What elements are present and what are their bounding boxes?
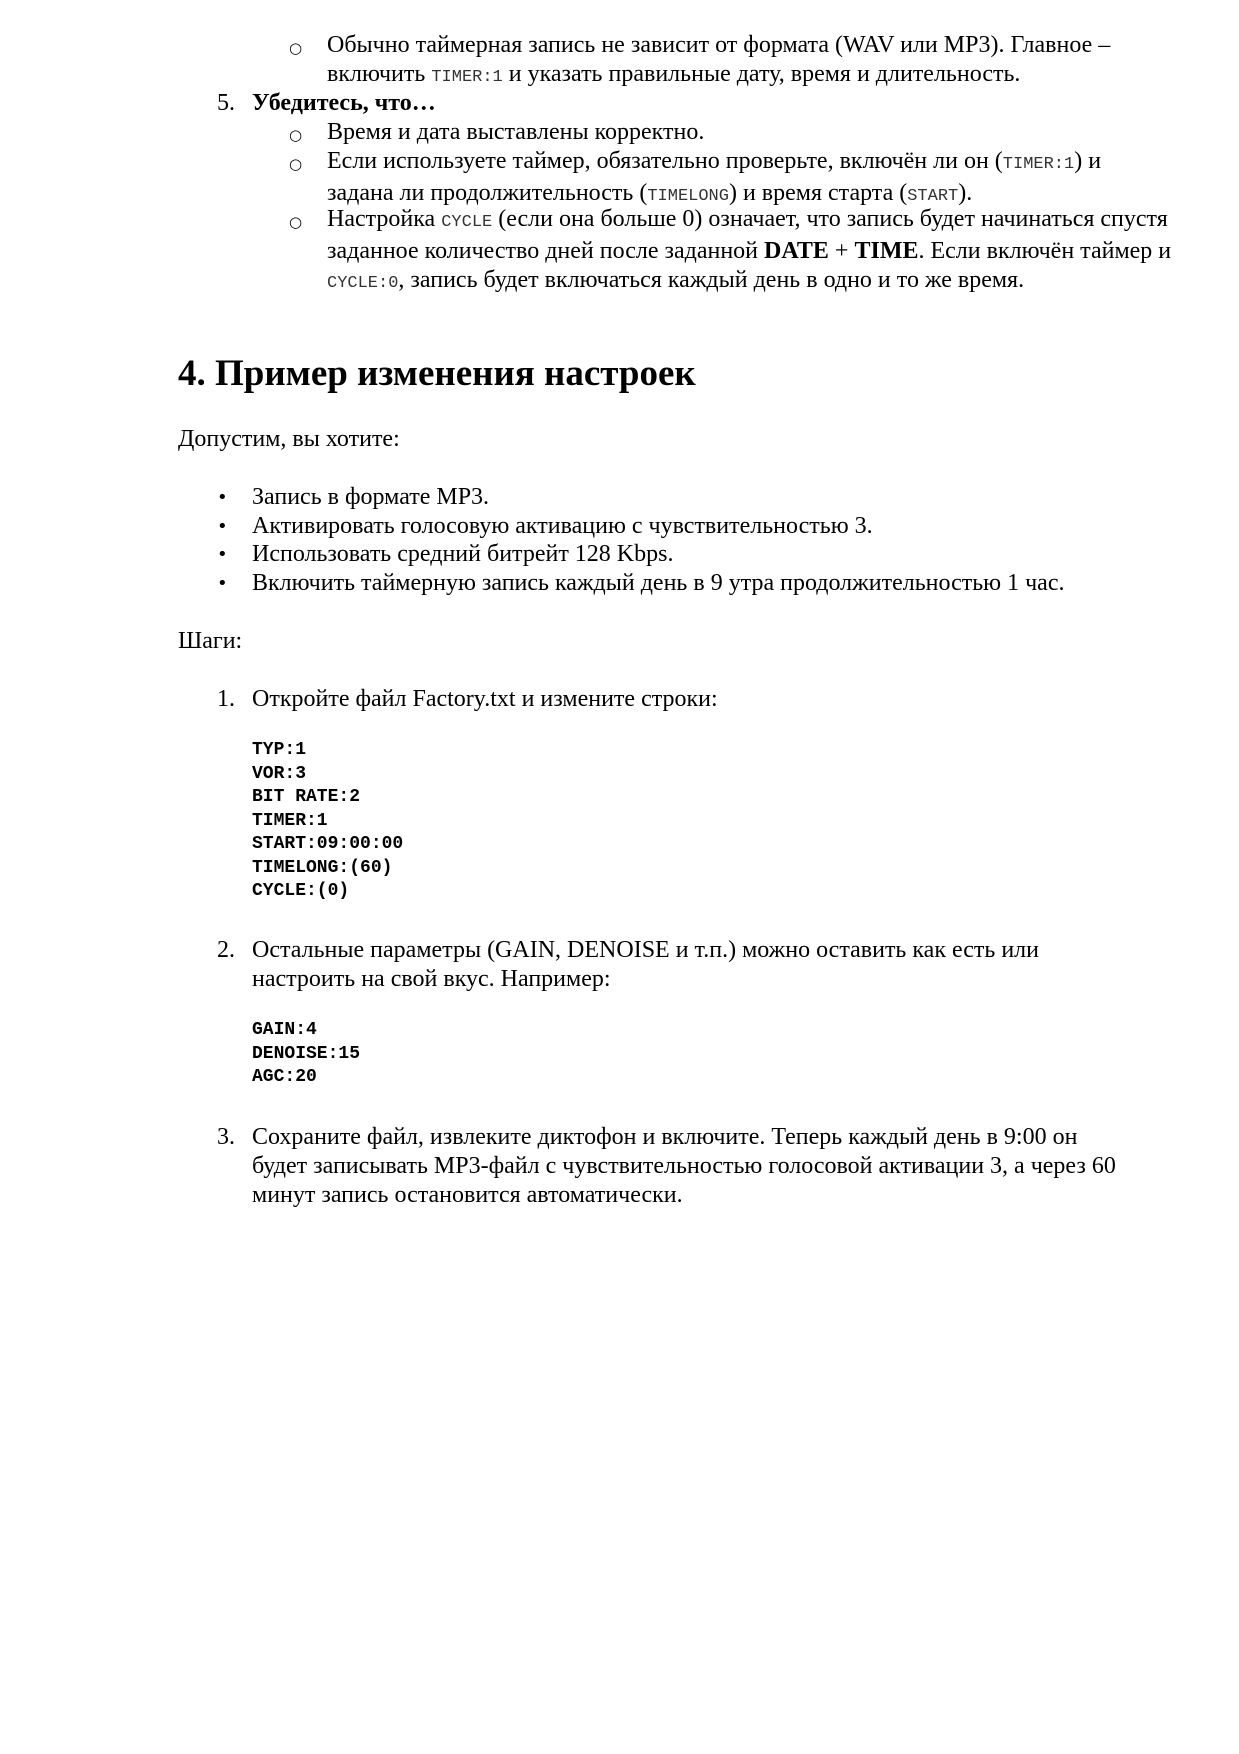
list-item: Использовать средний битрейт 128 Kbps. [252, 541, 674, 567]
step-number: 2. [217, 937, 235, 963]
list-item: Включить таймерную запись каждый день в 9 утра продолжительностью 1 час. [252, 570, 1065, 596]
step-number: 1. [217, 686, 235, 712]
bullet-icon: • [217, 487, 228, 508]
circle-bullet-icon: ○ [289, 155, 303, 173]
sub-item: Время и дата выставлены корректно. [327, 119, 705, 145]
list-item: Запись в формате MP3. [252, 484, 490, 510]
intro-paragraph: Допустим, вы хотите: [178, 426, 400, 452]
step-text: Откройте файл Factory.txt и измените строки: [252, 686, 718, 712]
step-text: Сохраните файл, извлеките диктофон и включите. Теперь каждый день в 9:00 он будет записывать MP3-файл с чувствительностью голосовой активации 3, а через 60 минут запись остановится автоматически. [252, 1124, 1116, 1208]
circle-bullet-icon: ○ [289, 39, 303, 57]
step-title: Убедитесь, что… [252, 90, 436, 116]
sub-item: Настройка CYCLE (если она больше 0) означает, что запись будет начинаться спустя заданное количество дней после заданной DATE + TIME. Если включён таймер и CYCLE:0, запись будет включаться каждый день в одно и то же время. [327, 206, 1172, 293]
step-text: Остальные параметры (GAIN, DENOISE и т.п.) можно оставить как есть или настроить на свой вкус. Например: [252, 937, 1039, 992]
bullet-icon: • [217, 544, 228, 565]
circle-bullet-icon: ○ [289, 126, 303, 144]
list-item: Активировать голосовую активацию с чувствительностью 3. [252, 513, 873, 539]
circle-bullet-icon: ○ [289, 213, 303, 231]
steps-label: Шаги: [178, 628, 243, 654]
code-block: TYP:1 VOR:3 BIT RATE:2 TIMER:1 START:09:00:00 TIMELONG:(60) CYCLE:(0) [252, 740, 404, 901]
bullet-icon: • [217, 516, 228, 537]
bullet-icon: • [217, 573, 228, 594]
sub-item: Если используете таймер, обязательно проверьте, включён ли он (TIMER:1) и задана ли продолжительность (TIMELONG) и время старта (START). [327, 148, 1102, 206]
code-block: GAIN:4 DENOISE:15 AGC:20 [252, 1020, 361, 1087]
step-number: 3. [217, 1124, 235, 1150]
step-number: 5. [217, 90, 235, 116]
section-heading: 4. Пример изменения настроек [178, 353, 696, 394]
sub-item: Обычно таймерная запись не зависит от формата (WAV или MP3). Главное – включить TIMER:1 и указать правильные дату, время и длительность. [327, 32, 1111, 87]
